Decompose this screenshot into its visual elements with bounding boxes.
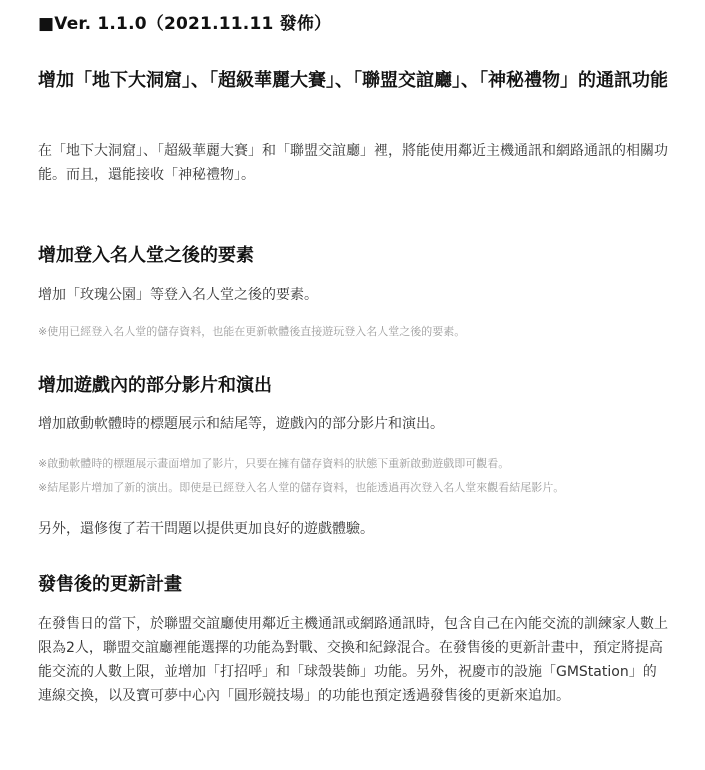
version-title: ■Ver. 1.1.0（2021.11.11 發佈） xyxy=(38,14,332,34)
section-body-update-plan: 在發售日的當下，於聯盟交誼廳使用鄰近主機通訊或網路通訊時，包含自己在內能交流的訓練家人數上限為2人，聯盟交誼廳裡能選擇的功能為對戰、交換和紀錄混合。在發售後的更新計畫中，預定將提高能交流的人數上限，並增加「打招呼」和「球殼裝飾」功能。另外，祝慶市的設施「GMStation」的連線交換，以及寶可夢中心內「圓形競技場」的功能也預定透過發售後的更新來追加。 xyxy=(38,616,668,704)
section-heading-hall-of-fame: 增加登入名人堂之後的要素 xyxy=(38,245,254,266)
section-note-ending-movie: ※結尾影片增加了新的演出。即使是已經登入名人堂的儲存資料，也能透過再次登入名人堂來觀看結尾影片。 xyxy=(38,481,565,494)
section-body-hall-of-fame: 增加「玫瑰公園」等登入名人堂之後的要素。 xyxy=(38,287,318,303)
section-heading-communication: 增加「地下大洞窟」、「超級華麗大賽」、「聯盟交誼廳」、「神秘禮物」的通訊功能 xyxy=(38,70,668,91)
section-heading-movies: 增加遊戲內的部分影片和演出 xyxy=(38,375,272,396)
section-body-movies: 增加啟動軟體時的標題展示和結尾等，遊戲內的部分影片和演出。 xyxy=(38,416,444,432)
section-note-title-movie: ※啟動軟體時的標題展示畫面增加了影片，只要在擁有儲存資料的狀態下重新啟動遊戲即可觀看。 xyxy=(38,457,510,470)
section-note-hall-of-fame: ※使用已經登入名人堂的儲存資料，也能在更新軟體後直接遊玩登入名人堂之後的要素。 xyxy=(38,325,466,338)
section-extra-bugfix: 另外，還修復了若干問題以提供更加良好的遊戲體驗。 xyxy=(38,521,374,537)
section-heading-update-plan: 發售後的更新計畫 xyxy=(38,574,182,595)
section-body-communication: 在「地下大洞窟」、「超級華麗大賽」和「聯盟交誼廳」裡，將能使用鄰近主機通訊和網路通訊的相關功能。而且，還能接收「神秘禮物」。 xyxy=(38,143,668,183)
